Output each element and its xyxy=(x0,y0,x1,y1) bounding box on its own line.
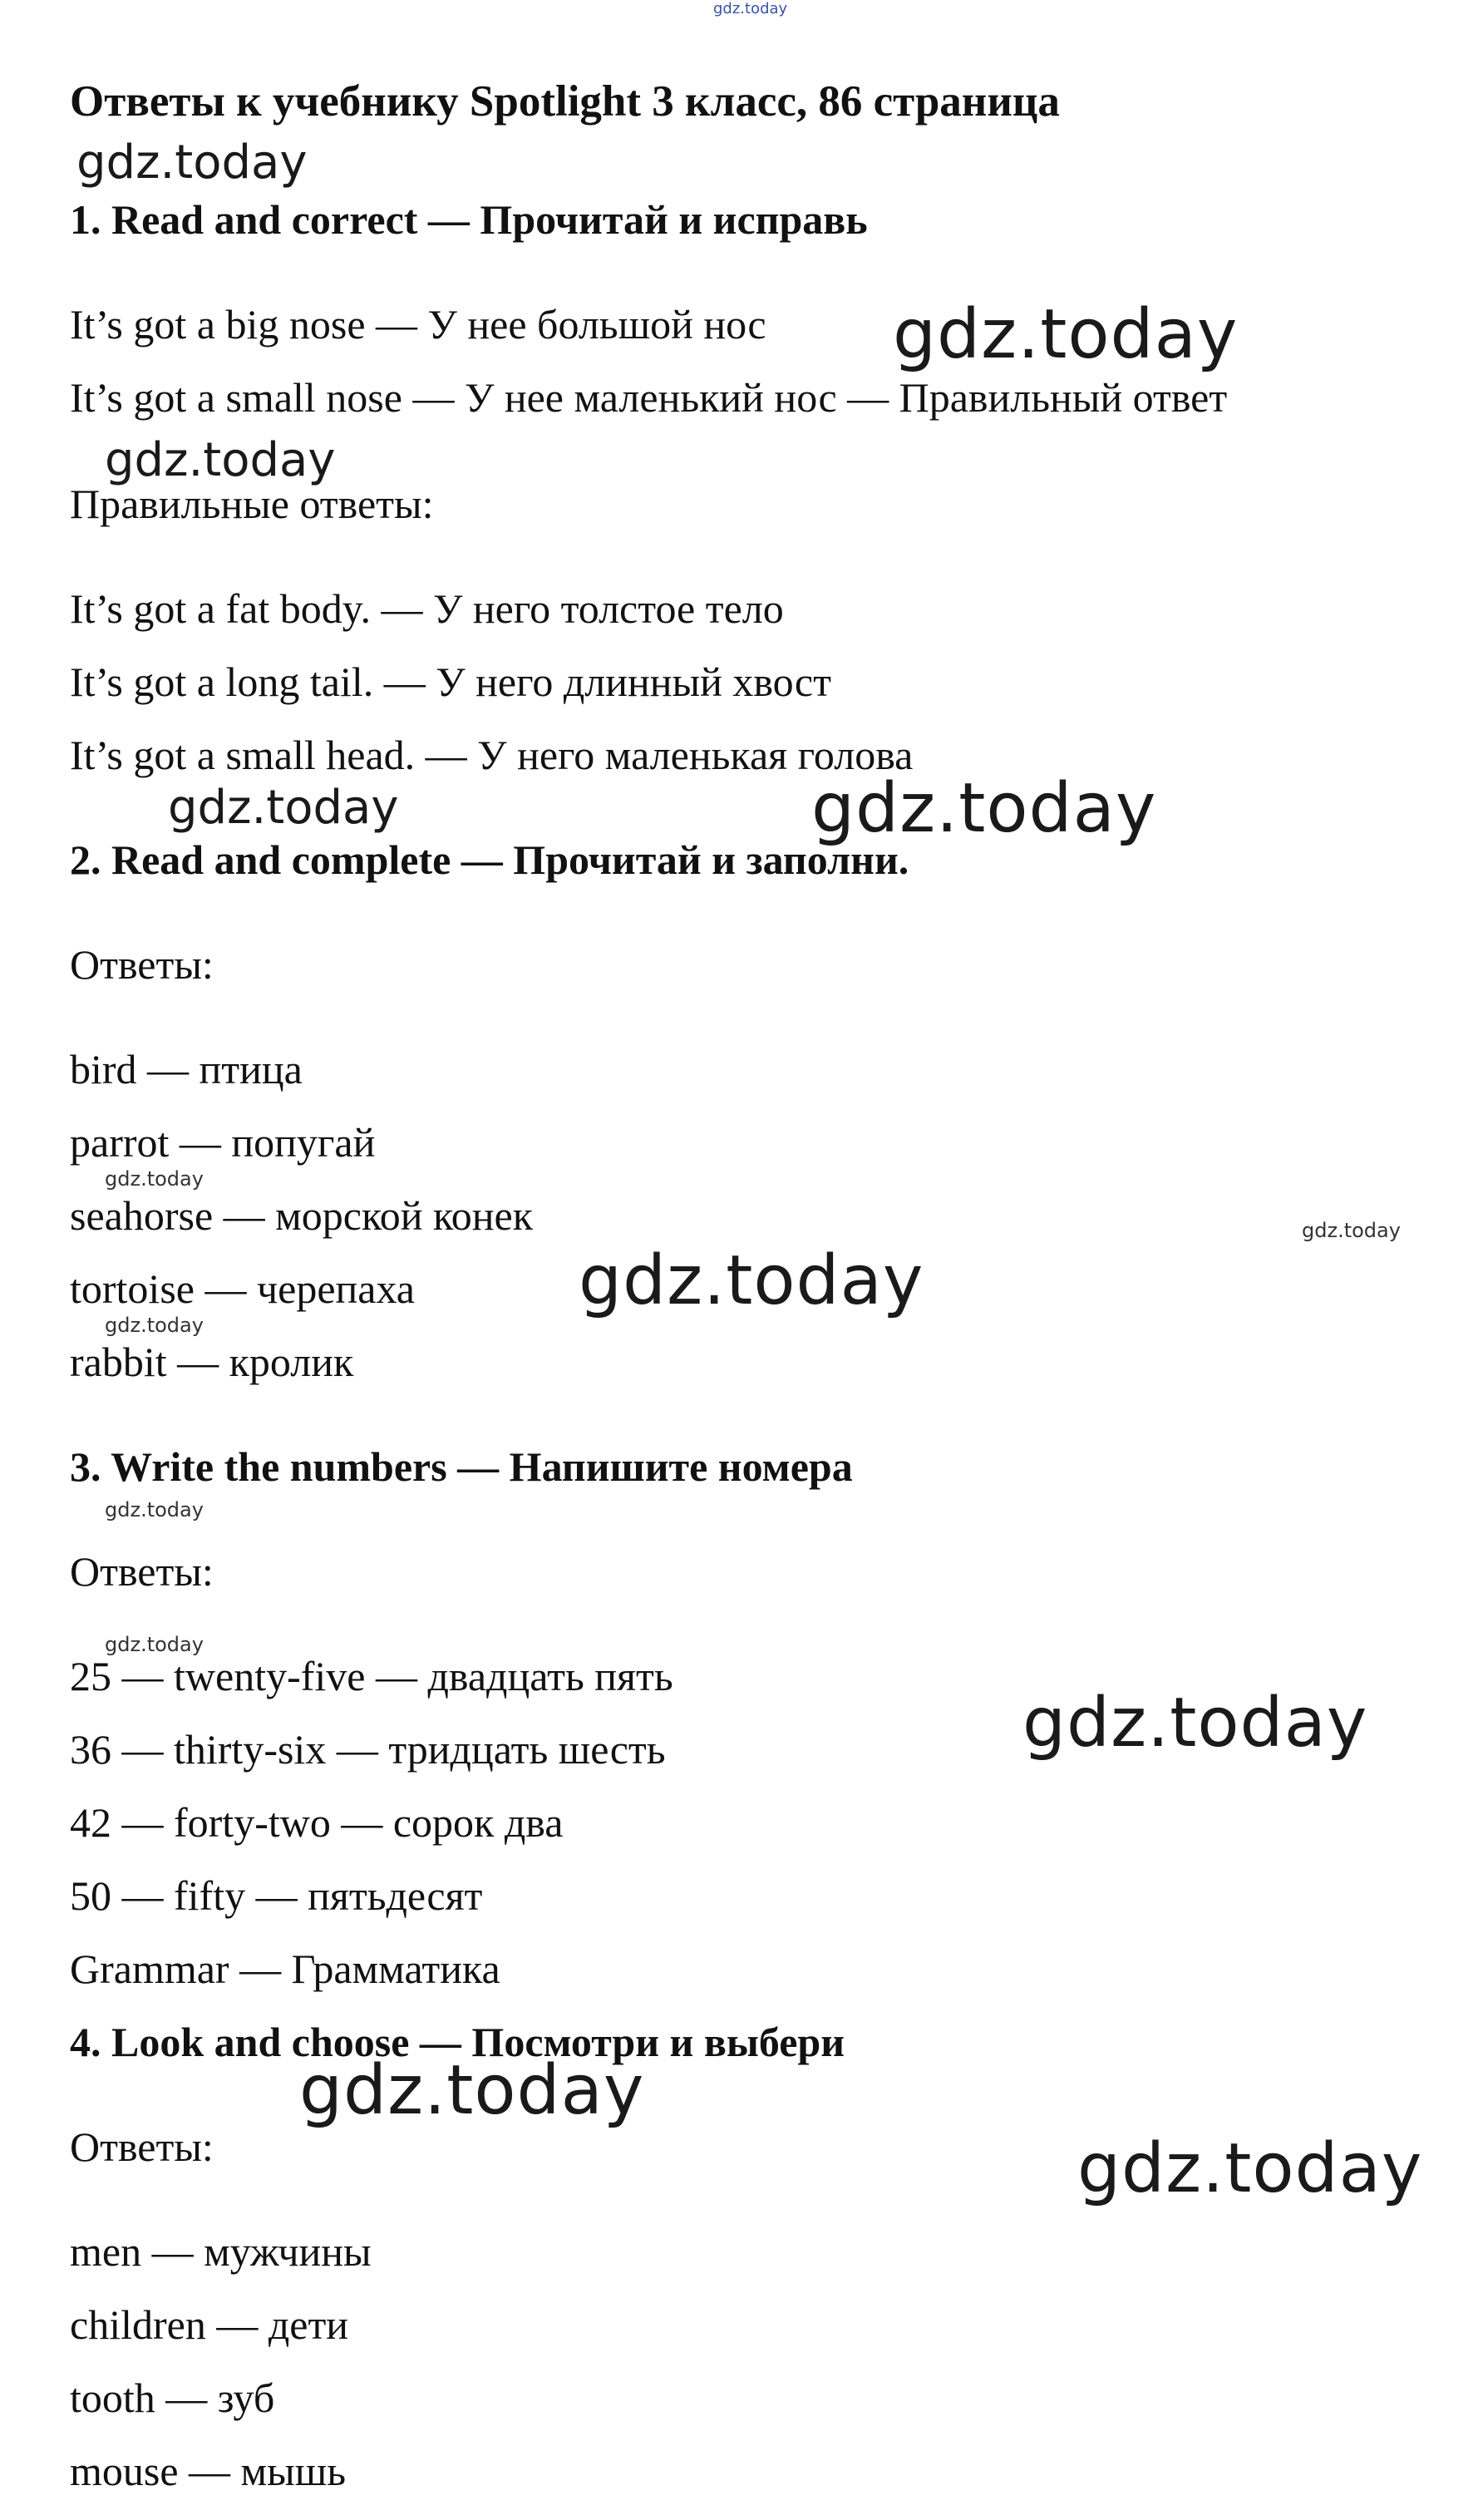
section-3-answer-1: 25 — twenty-five — двадцать пять xyxy=(70,1653,673,1699)
section-2-answer-1: bird — птица xyxy=(70,1046,303,1092)
section-3-answer-3: 42 — forty-two — сорок два xyxy=(70,1799,564,1846)
watermark: gdz.today xyxy=(1077,2129,1423,2208)
section-2-answers-label: Ответы: xyxy=(70,941,214,988)
section-4-heading: 4. Look and choose — Посмотри и выбери xyxy=(70,2019,845,2065)
watermark: gdz.today xyxy=(1022,1684,1368,1763)
watermark: gdz.today xyxy=(893,295,1239,374)
watermark: gdz.today xyxy=(299,2051,645,2130)
section-4-answer-2: children — дети xyxy=(70,2301,349,2348)
watermark: gdz.today xyxy=(811,769,1157,848)
section-2-answer-2: parrot — попугай xyxy=(70,1119,376,1166)
section-2-answer-4: tortoise — черепаха xyxy=(70,1265,415,1312)
watermark: gdz.today xyxy=(105,1498,204,1521)
section-2-heading: 2. Read and complete — Прочитай и заполни. xyxy=(70,836,909,883)
watermark: gdz.today xyxy=(105,433,336,487)
section-3-answer-2: 36 — thirty-six — тридцать шесть xyxy=(70,1726,666,1773)
section-4-answers-label: Ответы: xyxy=(70,2123,214,2170)
section-1-answers-label: Правильные ответы: xyxy=(70,481,434,527)
section-1-answer-1: It’s got a fat body. — У него толстое тело xyxy=(70,585,784,632)
section-2-answer-3: seahorse — морской конек xyxy=(70,1192,533,1239)
section-1-answer-2: It’s got a long tail. — У него длинный хвост xyxy=(70,658,831,705)
page-title: Ответы к учебнику Spotlight 3 класс, 86 страница xyxy=(70,77,1060,126)
section-4-answer-1: men — мужчины xyxy=(70,2228,372,2275)
section-4-answer-3: tooth — зуб xyxy=(70,2375,275,2421)
watermark: gdz.today xyxy=(76,136,308,190)
section-2-answer-5: rabbit — кролик xyxy=(70,1339,354,1385)
section-1-heading: 1. Read and correct — Прочитай и исправь xyxy=(70,196,868,243)
watermark: gdz.today xyxy=(713,0,788,17)
section-1-line-2: It’s got a small nose — У нее маленький нос — Правильный ответ xyxy=(70,374,1228,421)
watermark: gdz.today xyxy=(105,1314,204,1337)
watermark: gdz.today xyxy=(579,1241,924,1320)
section-1-answer-3: It’s got a small head. — У него маленькая голова xyxy=(70,732,914,778)
section-3-answer-4: 50 — fifty — пятьдесят xyxy=(70,1872,483,1919)
section-3-answer-5: Grammar — Грамматика xyxy=(70,1945,500,1992)
section-3-answers-label: Ответы: xyxy=(70,1548,214,1595)
watermark: gdz.today xyxy=(1302,1219,1401,1242)
watermark: gdz.today xyxy=(105,1167,204,1191)
watermark: gdz.today xyxy=(105,1633,204,1656)
section-4-answer-4: mouse — мышь xyxy=(70,2448,347,2494)
watermark: gdz.today xyxy=(168,781,399,835)
section-3-heading: 3. Write the numbers — Напишите номера xyxy=(70,1443,853,1490)
section-1-line-1: It’s got a big nose — У нее большой нос xyxy=(70,301,766,348)
